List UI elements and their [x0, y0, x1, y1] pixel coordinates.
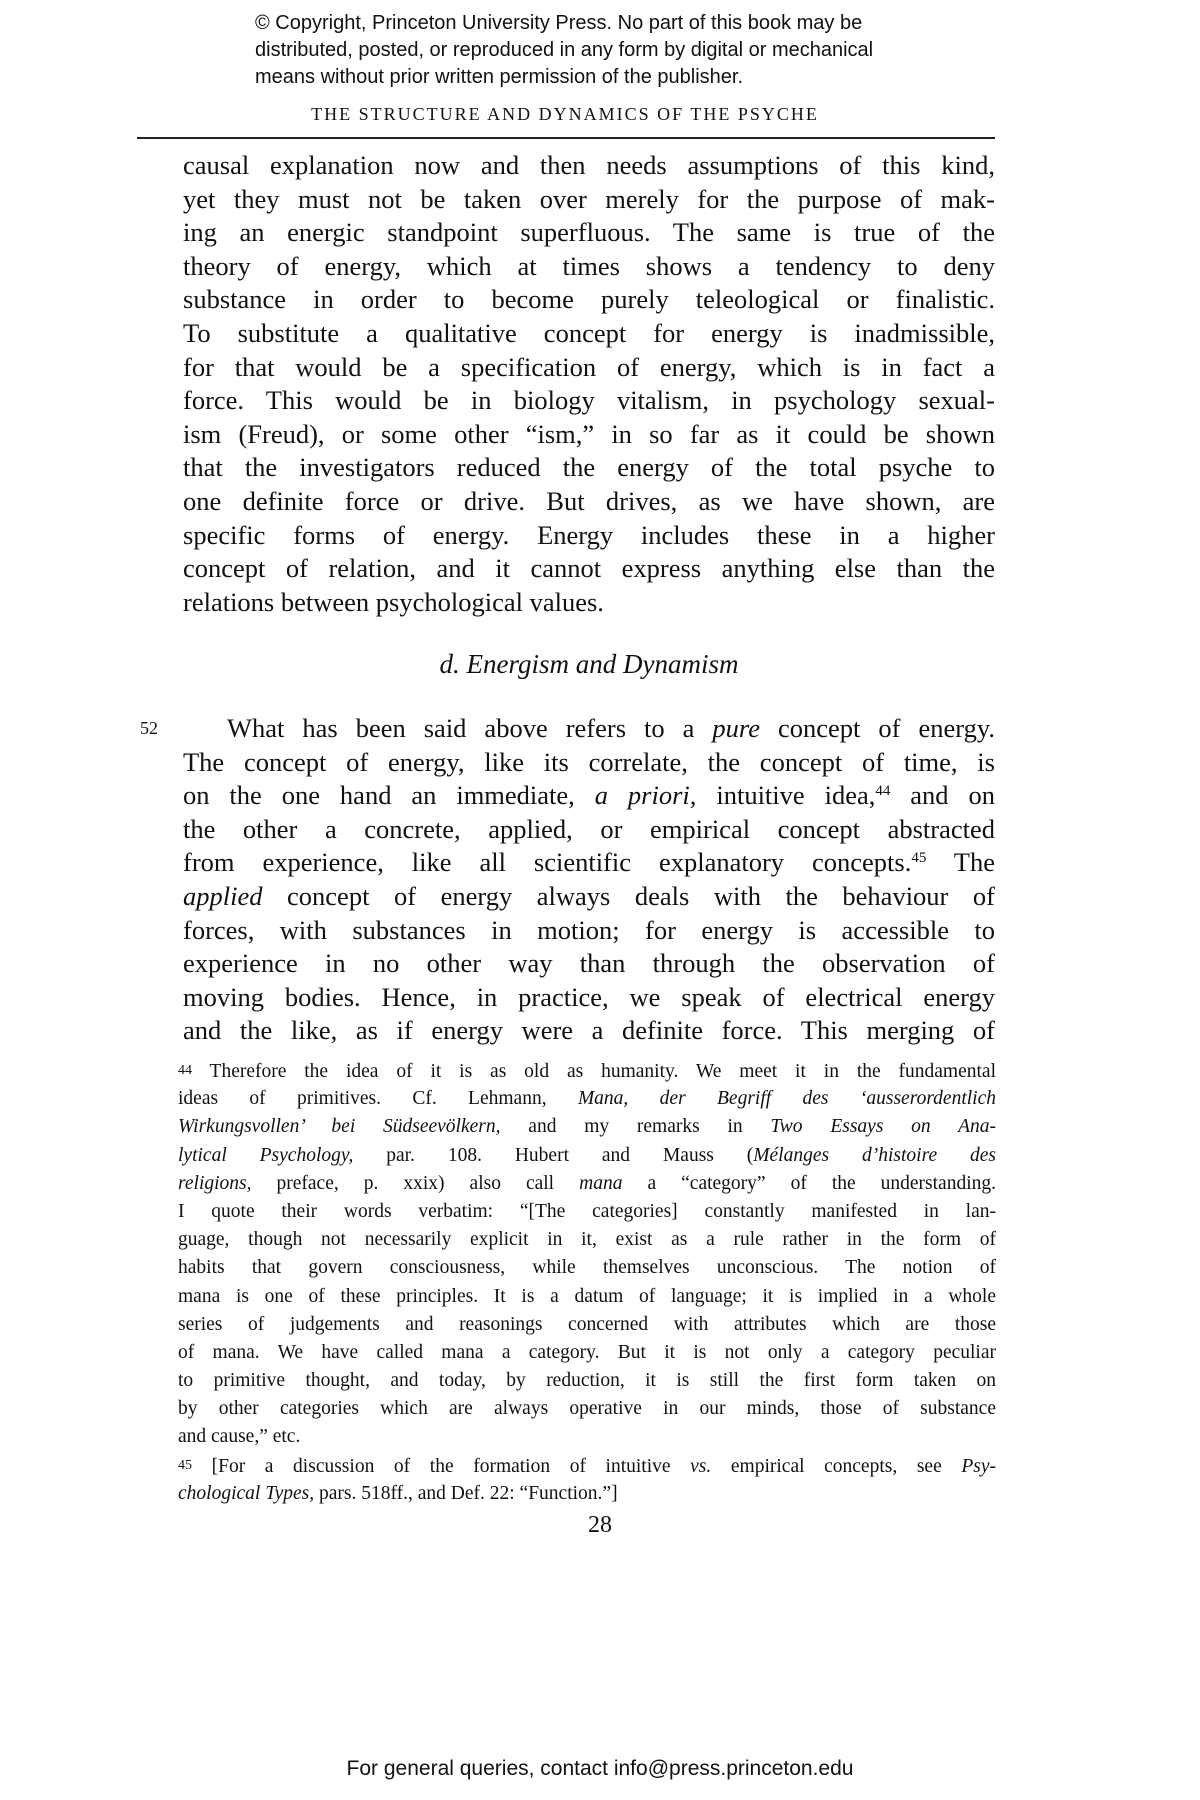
- text-line: specific forms of energy. Energy includes these in a higher: [183, 519, 995, 550]
- text-line: concept of relation, and it cannot express anything else than the: [183, 553, 995, 584]
- text-line: causal explanation now and then needs assumptions of this kind,: [183, 150, 995, 180]
- footnotes: [178, 1057, 996, 1508]
- text-run: The: [926, 847, 995, 878]
- text-run: intuitive idea,: [696, 780, 876, 811]
- footnote-line: by other categories which are always operative in our minds, those of substance: [178, 1398, 996, 1420]
- contact-footer: For general queries, contact info@press.princeton.edu: [346, 1757, 854, 1780]
- text-line: relations between psychological values.: [183, 586, 604, 617]
- footnote-line: of mana. We have called mana a category. But it is not only a category peculiar: [178, 1341, 996, 1363]
- text-run: [For a discussion of the formation of intuitive: [192, 1455, 691, 1477]
- text-line: The concept of energy, like its correlate, the concept of time, is: [183, 746, 995, 777]
- text-line: ism (Freud), or some other “ism,” in so far as it could be shown: [183, 418, 995, 449]
- emphasis: a priori,: [594, 780, 697, 811]
- footnote-line: mana is one of these principles. It is a datum of language; it is implied in a whole: [178, 1285, 996, 1307]
- text-line: and the like, as if energy were a definite force. This merging of: [183, 1015, 995, 1046]
- text-run: Therefore the idea of it is as old as humanity. We meet it in the fundamental: [192, 1061, 996, 1082]
- text-run: from experience, like all scientific explanatory concepts.: [183, 847, 912, 878]
- paragraph-continued: [183, 149, 995, 619]
- text-line: [183, 846, 995, 880]
- text-run: and on: [890, 780, 995, 811]
- text-run: and my remarks in: [500, 1116, 771, 1138]
- footnote-line: to primitive thought, and today, by reduction, it is still the first form taken on: [178, 1370, 996, 1392]
- text-run: on the one hand an immediate,: [183, 780, 595, 811]
- footnote-line: [178, 1480, 996, 1508]
- text-line: [183, 779, 995, 813]
- emphasis: chological Types,: [178, 1482, 315, 1504]
- text-line: substance in order to become purely teleological or finalistic.: [183, 284, 995, 315]
- running-head: THE STRUCTURE AND DYNAMICS OF THE PSYCHE: [311, 104, 819, 124]
- text-line: one definite force or drive. But drives, as we have shown, are: [183, 485, 995, 516]
- text-run: empirical concepts, see: [711, 1455, 962, 1477]
- footnote-line: [178, 1170, 996, 1198]
- text-run: concept of energy always deals with the behaviour of: [262, 880, 995, 911]
- paragraph-52: [183, 712, 995, 1048]
- text-line: theory of energy, which at times shows a tendency to deny: [183, 250, 995, 281]
- text-line: experience in no other way than through the observation of: [183, 948, 995, 979]
- emphasis: Mélanges d’histoire des: [753, 1144, 996, 1166]
- text-run: concept of energy.: [760, 713, 996, 743]
- text-line: force. This would be in biology vitalism, in psychology sexual-: [183, 385, 995, 416]
- text-line: ing an energic standpoint superfluous. The same is true of the: [183, 217, 995, 248]
- section-heading: d. Energism and Dynamism: [439, 649, 739, 679]
- footnote-line: I quote their words verbatim: “[The categories] constantly manifested in lan-: [178, 1200, 996, 1222]
- text-line: [183, 712, 995, 746]
- text-line: the other a concrete, applied, or empirical concept abstracted: [183, 813, 995, 844]
- text-run: a “category” of the understanding.: [622, 1172, 997, 1194]
- text-line: To substitute a qualitative concept for energy is inadmissible,: [183, 317, 995, 348]
- text-line: that the investigators reduced the energy of the total psyche to: [183, 452, 995, 483]
- text-run: What has been said above refers to a: [227, 713, 713, 743]
- text-run: par. 108. Hubert and Mauss (: [353, 1144, 754, 1166]
- emphasis: applied: [183, 880, 263, 911]
- emphasis: lytical Psychology,: [178, 1144, 354, 1166]
- footnote-ref-45: 45: [911, 850, 927, 867]
- footnote-number: 44: [178, 1063, 192, 1078]
- copyright-notice: [255, 10, 975, 91]
- copyright-line: distributed, posted, or reproduced in any form by digital or mechanical: [255, 39, 874, 61]
- footnote-ref-44: 44: [875, 783, 891, 800]
- header-rule: [137, 137, 995, 139]
- emphasis: Two Essays on Ana-: [770, 1116, 997, 1138]
- emphasis: religions,: [178, 1172, 252, 1194]
- text-line: yet they must not be taken over merely for the purpose of mak-: [183, 183, 995, 214]
- footnote-line: habits that govern consciousness, while themselves unconscious. The notion of: [178, 1257, 996, 1279]
- footnote-line: [178, 1452, 996, 1480]
- copyright-line: © Copyright, Princeton University Press. No part of this book may be: [255, 12, 863, 34]
- emphasis: mana: [579, 1172, 623, 1194]
- footnote-line: series of judgements and reasonings concerned with attributes which are those: [178, 1313, 996, 1335]
- footnote-line: and cause,” etc.: [178, 1426, 301, 1448]
- text-line: for that would be a specification of energy, which is in fact a: [183, 351, 995, 382]
- emphasis: Mana, der Begriff des ‘ausserordentlich: [577, 1088, 996, 1110]
- footnote-line: [178, 1113, 996, 1141]
- paragraph-number: 52: [140, 718, 158, 738]
- text-run: preface, p. xxix) also call: [251, 1172, 580, 1194]
- text-run: ideas of primitives. Cf. Lehmann,: [178, 1088, 578, 1110]
- emphasis: Wirkungsvollen’ bei Südseevölkern,: [178, 1116, 501, 1138]
- footnote-line: [178, 1085, 996, 1113]
- emphasis: Psy-: [961, 1455, 996, 1477]
- text-run: pars. 518ff., and Def. 22: “Function.”]: [314, 1482, 618, 1504]
- page-number: 28: [588, 1512, 612, 1538]
- text-line: forces, with substances in motion; for energy is accessible to: [183, 914, 995, 945]
- footnote-number: 45: [178, 1457, 192, 1473]
- footnote-line: [178, 1142, 996, 1170]
- text-line: moving bodies. Hence, in practice, we speak of electrical energy: [183, 981, 995, 1012]
- footnote-line: [178, 1057, 996, 1085]
- text-line: [183, 880, 995, 914]
- copyright-line: means without prior written permission of the publisher.: [255, 66, 744, 88]
- footnote-line: guage, though not necessarily explicit in it, exist as a rule rather in the form of: [178, 1229, 996, 1251]
- emphasis: pure: [712, 713, 760, 743]
- emphasis: vs.: [690, 1455, 712, 1477]
